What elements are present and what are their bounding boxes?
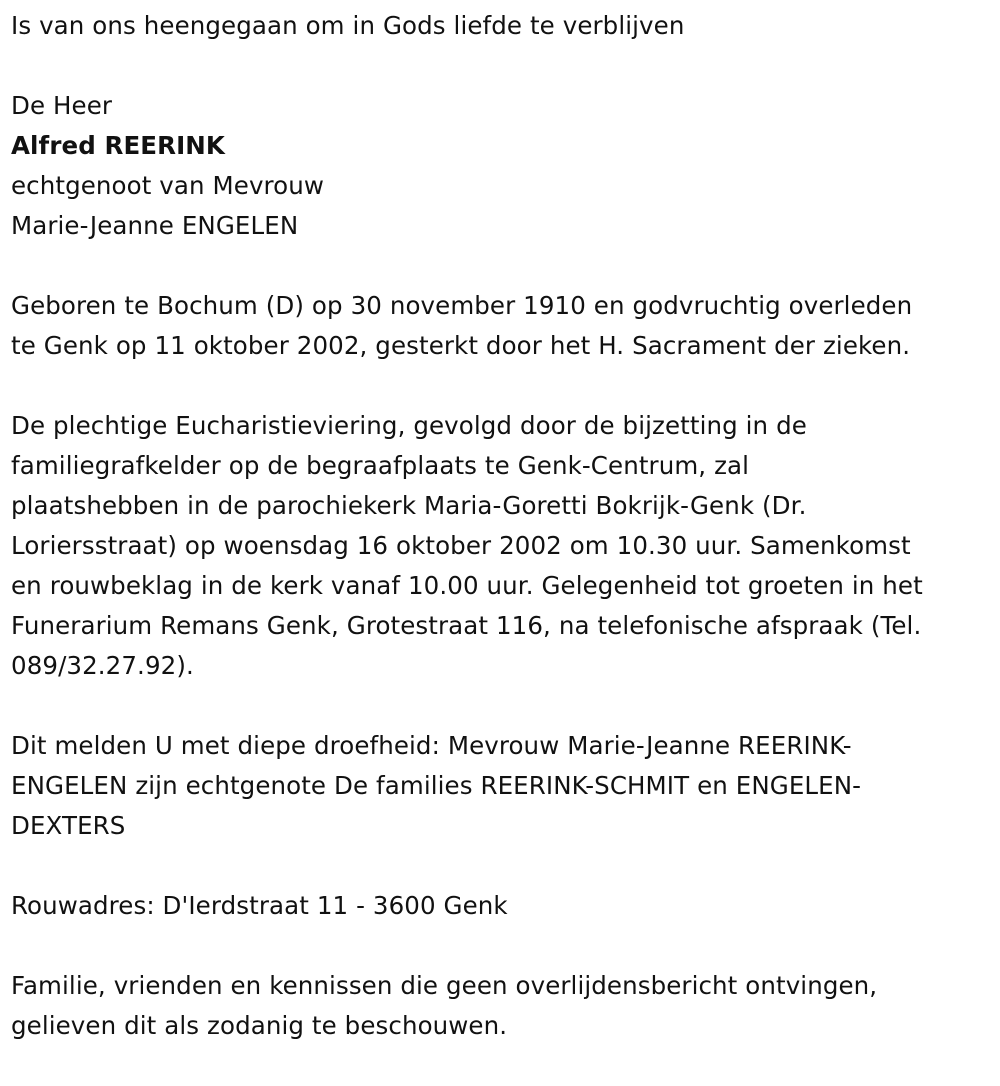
spacer [11,926,1000,966]
deceased-name: Alfred REERINK [11,131,225,160]
paragraph-line: Loriersstraat) op woensdag 16 oktober 2002 om 10.30 uur. Samenkomst [11,531,911,560]
spacer [11,366,1000,406]
paragraph-line: plaatshebben in de parochiekerk Maria-Goretti Bokrijk-Genk (Dr. [11,491,807,520]
paragraph-line: en rouwbeklag in de kerk vanaf 10.00 uur. Gelegenheid tot groeten in het [11,571,923,600]
paragraph-line: DEXTERS [11,811,126,840]
spacer [11,686,1000,726]
spacer [11,46,1000,86]
salutation: De Heer [11,91,113,120]
paragraph-line: gelieven dit als zodanig te beschouwen. [11,1011,508,1040]
intro-text: Is van ons heengegaan om in Gods liefde te verblijven [11,11,685,40]
spacer [11,846,1000,886]
mourning-address: Rouwadres: D'Ierdstraat 11 - 3600 Genk [11,891,508,920]
paragraph-line: Funerarium Remans Genk, Grotestraat 116, na telefonische afspraak (Tel. [11,611,922,640]
ceremony-paragraph [11,406,996,686]
paragraph-line: Geboren te Bochum (D) op 30 november 1910 en godvruchtig overleden [11,291,913,320]
paragraph-line: Familie, vrienden en kennissen die geen overlijdensbericht ontvingen, [11,971,878,1000]
paragraph-line: ENGELEN zijn echtgenote De families REERINK-SCHMIT en ENGELEN- [11,771,862,800]
paragraph-line: Dit melden U met diepe droefheid: Mevrouw Marie-Jeanne REERINK- [11,731,852,760]
spouse-label: echtgenoot van Mevrouw [11,171,325,200]
spacer [11,246,1000,286]
mourners-paragraph [11,726,996,846]
paragraph-line: De plechtige Eucharistieviering, gevolgd door de bijzetting in de [11,411,807,440]
paragraph-line: 089/32.27.92). [11,651,194,680]
spouse-name: Marie-Jeanne ENGELEN [11,211,299,240]
closing-paragraph [11,966,996,1046]
paragraph-line: te Genk op 11 oktober 2002, gesterkt door het H. Sacrament der zieken. [11,331,911,360]
birth-death-paragraph [11,286,996,366]
paragraph-line: familiegrafkelder op de begraafplaats te Genk-Centrum, zal [11,451,750,480]
